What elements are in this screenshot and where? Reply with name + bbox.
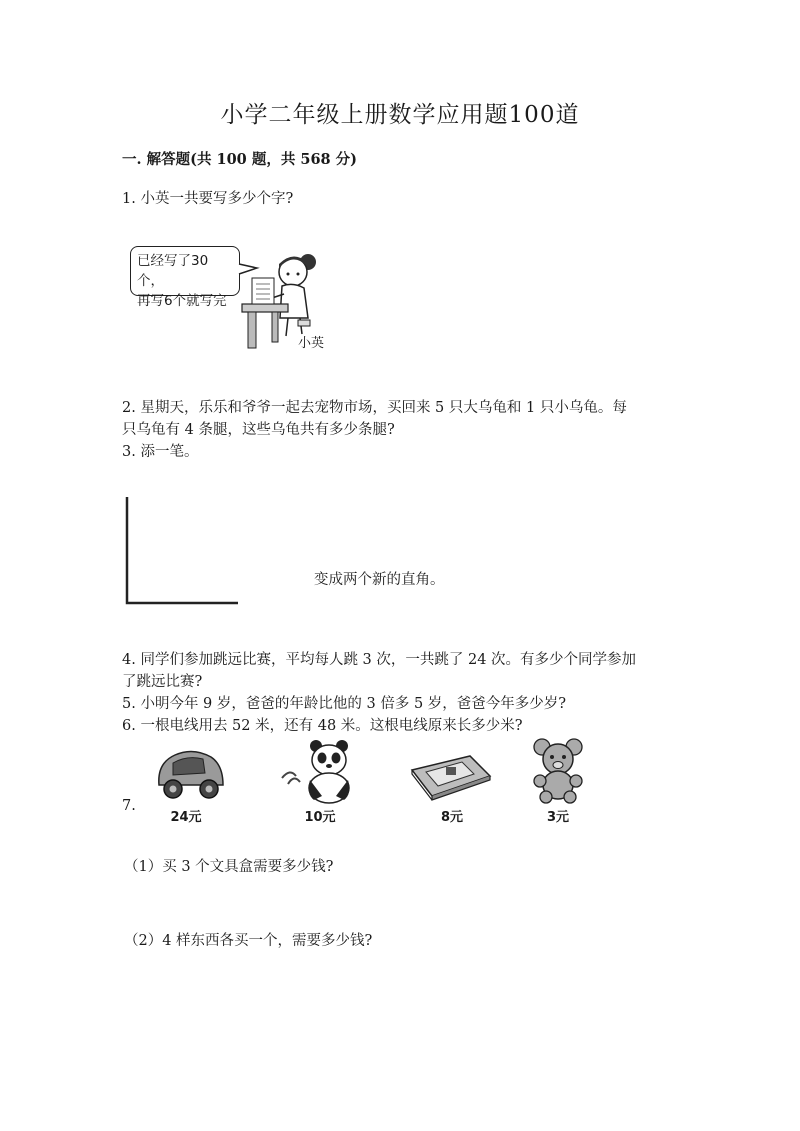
price-car: 24元: [170, 810, 202, 825]
question-7-sub-2: （2）4 样东西各买一个，需要多少钱?: [124, 933, 373, 949]
price-teddy-bear: 3元: [546, 810, 570, 825]
question-6: 6. 一根电线用去 52 米，还有 48 米。这根电线原来长多少米?: [122, 718, 523, 734]
question-2-line-1: 2. 星期天，乐乐和爷爷一起去宠物市场，买回来 5 只大乌龟和 1 只小乌龟。每: [122, 400, 627, 416]
question-4-line-2: 了跳远比赛?: [122, 674, 203, 690]
price-panda: 10元: [304, 810, 336, 825]
page-title: 小学二年级上册数学应用题100道: [220, 102, 580, 128]
question-4-line-1: 4. 同学们参加跳远比赛，平均每人跳 3 次，一共跳了 24 次。有多少个同学参加: [122, 652, 637, 668]
question-3-caption: 变成两个新的直角。: [314, 572, 445, 588]
girl-label: 小英: [298, 336, 325, 351]
bubble-line-2: 再写6个就写完: [137, 293, 227, 309]
question-1: 1. 小英一共要写多少个字?: [122, 191, 294, 207]
question-2-line-2: 只乌龟有 4 条腿，这些乌龟共有多少条腿?: [122, 422, 395, 438]
question-5: 5. 小明今年 9 岁，爸爸的年龄比他的 3 倍多 5 岁，爸爸今年多少岁?: [122, 696, 567, 712]
toy-car-icon: [153, 745, 228, 803]
bubble-line-1: 已经写了30个，: [137, 253, 209, 289]
price-pencil-box: 8元: [440, 810, 464, 825]
question-7-sub-1: （1）买 3 个文具盒需要多少钱?: [124, 859, 334, 875]
teddy-bear-icon: [528, 737, 588, 803]
pencil-box-icon: [408, 752, 493, 802]
right-angle-figure: [120, 495, 245, 610]
section-heading: 一. 解答题(共 100 题，共 568 分): [122, 151, 358, 168]
question-3: 3. 添一笔。: [122, 444, 199, 460]
question-7-number: 7.: [122, 798, 136, 814]
speech-bubble: [130, 246, 240, 309]
panda-icon: [280, 738, 360, 804]
